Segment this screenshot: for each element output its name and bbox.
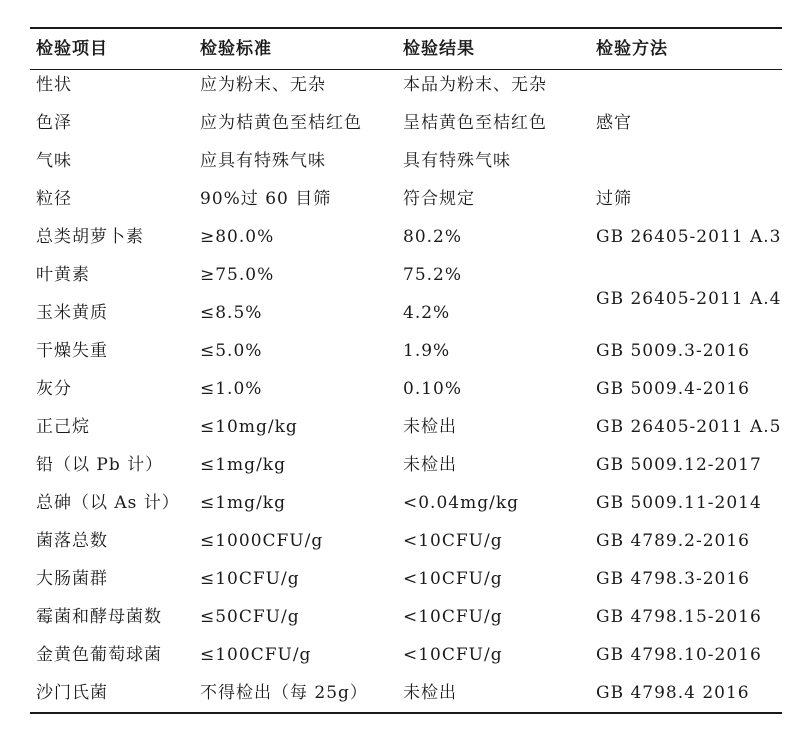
row-item: 沙门氏菌 <box>36 683 108 703</box>
row-result: 呈桔黄色至桔红色 <box>403 113 547 133</box>
row-item: 叶黄素 <box>36 265 90 285</box>
row-standard: ≤100CFU/g <box>200 645 312 665</box>
row-item: 灰分 <box>36 379 72 399</box>
row-method: GB 26405-2011 A.5 <box>596 417 782 437</box>
row-standard: 应为粉末、无杂 <box>200 75 326 95</box>
row-item: 霉菌和酵母菌数 <box>36 607 162 627</box>
row-result: 符合规定 <box>403 189 475 209</box>
row-method: GB 4798.4 2016 <box>596 683 750 703</box>
row-standard: 不得检出（每 25g） <box>200 683 368 703</box>
row-standard: ≤8.5% <box>200 303 263 323</box>
row-result: <10CFU/g <box>403 607 503 627</box>
row-item: 总砷（以 As 计） <box>36 493 180 513</box>
row-item: 气味 <box>36 151 72 171</box>
row-method: GB 5009.12-2017 <box>596 455 762 475</box>
row-result: 0.10% <box>403 379 463 399</box>
table-top-rule <box>30 27 782 29</box>
row-item: 干燥失重 <box>36 341 108 361</box>
row-standard: ≥75.0% <box>200 265 275 285</box>
table-row <box>0 142 800 180</box>
row-result: <10CFU/g <box>403 645 503 665</box>
row-item: 大肠菌群 <box>36 569 108 589</box>
row-result: 未检出 <box>403 417 457 437</box>
table-row <box>0 370 800 408</box>
header-result: 检验结果 <box>403 39 475 59</box>
row-standard: ≤1.0% <box>200 379 263 399</box>
row-method: GB 5009.3-2016 <box>596 341 750 361</box>
row-method: GB 4798.15-2016 <box>596 607 762 627</box>
row-item: 正己烷 <box>36 417 90 437</box>
row-standard: 应为桔黄色至桔红色 <box>200 113 362 133</box>
row-method: 感官 <box>596 113 632 133</box>
header-item: 检验项目 <box>36 39 108 59</box>
row-result: 本品为粉末、无杂 <box>403 75 547 95</box>
row-standard: ≤1mg/kg <box>200 455 286 475</box>
row-standard: ≤1mg/kg <box>200 493 286 513</box>
row-standard: 应具有特殊气味 <box>200 151 326 171</box>
row-method: GB 5009.11-2014 <box>596 493 762 513</box>
row-result: <10CFU/g <box>403 531 503 551</box>
row-standard: ≤50CFU/g <box>200 607 300 627</box>
table-row <box>0 408 800 446</box>
row-result: 1.9% <box>403 341 451 361</box>
table-row <box>0 522 800 560</box>
row-item: 铅（以 Pb 计） <box>36 455 164 475</box>
table-header <box>0 37 800 65</box>
row-item: 金黄色葡萄球菌 <box>36 645 162 665</box>
row-result: 未检出 <box>403 683 457 703</box>
row-method: GB 4789.2-2016 <box>596 531 750 551</box>
row-method: GB 26405-2011 A.3 <box>596 227 782 247</box>
row-result: <10CFU/g <box>403 569 503 589</box>
row-standard: ≤10mg/kg <box>200 417 298 437</box>
table-row <box>0 180 800 218</box>
table-row <box>0 446 800 484</box>
row-item: 粒径 <box>36 189 72 209</box>
table-row <box>0 674 800 712</box>
row-result: 具有特殊气味 <box>403 151 511 171</box>
table-row <box>0 636 800 674</box>
row-result: 未检出 <box>403 455 457 475</box>
header-method: 检验方法 <box>596 39 668 59</box>
table-row <box>0 218 800 256</box>
table-bottom-rule <box>30 712 782 714</box>
row-method: 过筛 <box>596 189 632 209</box>
table-row <box>0 484 800 522</box>
row-standard: ≤5.0% <box>200 341 263 361</box>
row-standard: ≤10CFU/g <box>200 569 300 589</box>
row-result: 75.2% <box>403 265 463 285</box>
row-item: 玉米黄质 <box>36 303 108 323</box>
row-item: 性状 <box>36 75 72 95</box>
table-row <box>0 332 800 370</box>
row-standard: ≤1000CFU/g <box>200 531 324 551</box>
row-standard: 90%过 60 目筛 <box>200 189 332 209</box>
table-row <box>0 560 800 598</box>
table-row <box>0 66 800 104</box>
row-item: 菌落总数 <box>36 531 108 551</box>
row-method: GB 4798.10-2016 <box>596 645 762 665</box>
header-standard: 检验标准 <box>200 39 272 59</box>
row-method: GB 5009.4-2016 <box>596 379 750 399</box>
table-row <box>0 598 800 636</box>
table-row <box>0 104 800 142</box>
row-item: 总类胡萝卜素 <box>36 227 144 247</box>
row-result: <0.04mg/kg <box>403 493 520 513</box>
merged-method-cell: GB 26405-2011 A.4 <box>596 289 782 309</box>
row-result: 80.2% <box>403 227 463 247</box>
row-standard: ≥80.0% <box>200 227 275 247</box>
row-item: 色泽 <box>36 113 72 133</box>
row-result: 4.2% <box>403 303 451 323</box>
row-method: GB 4798.3-2016 <box>596 569 750 589</box>
